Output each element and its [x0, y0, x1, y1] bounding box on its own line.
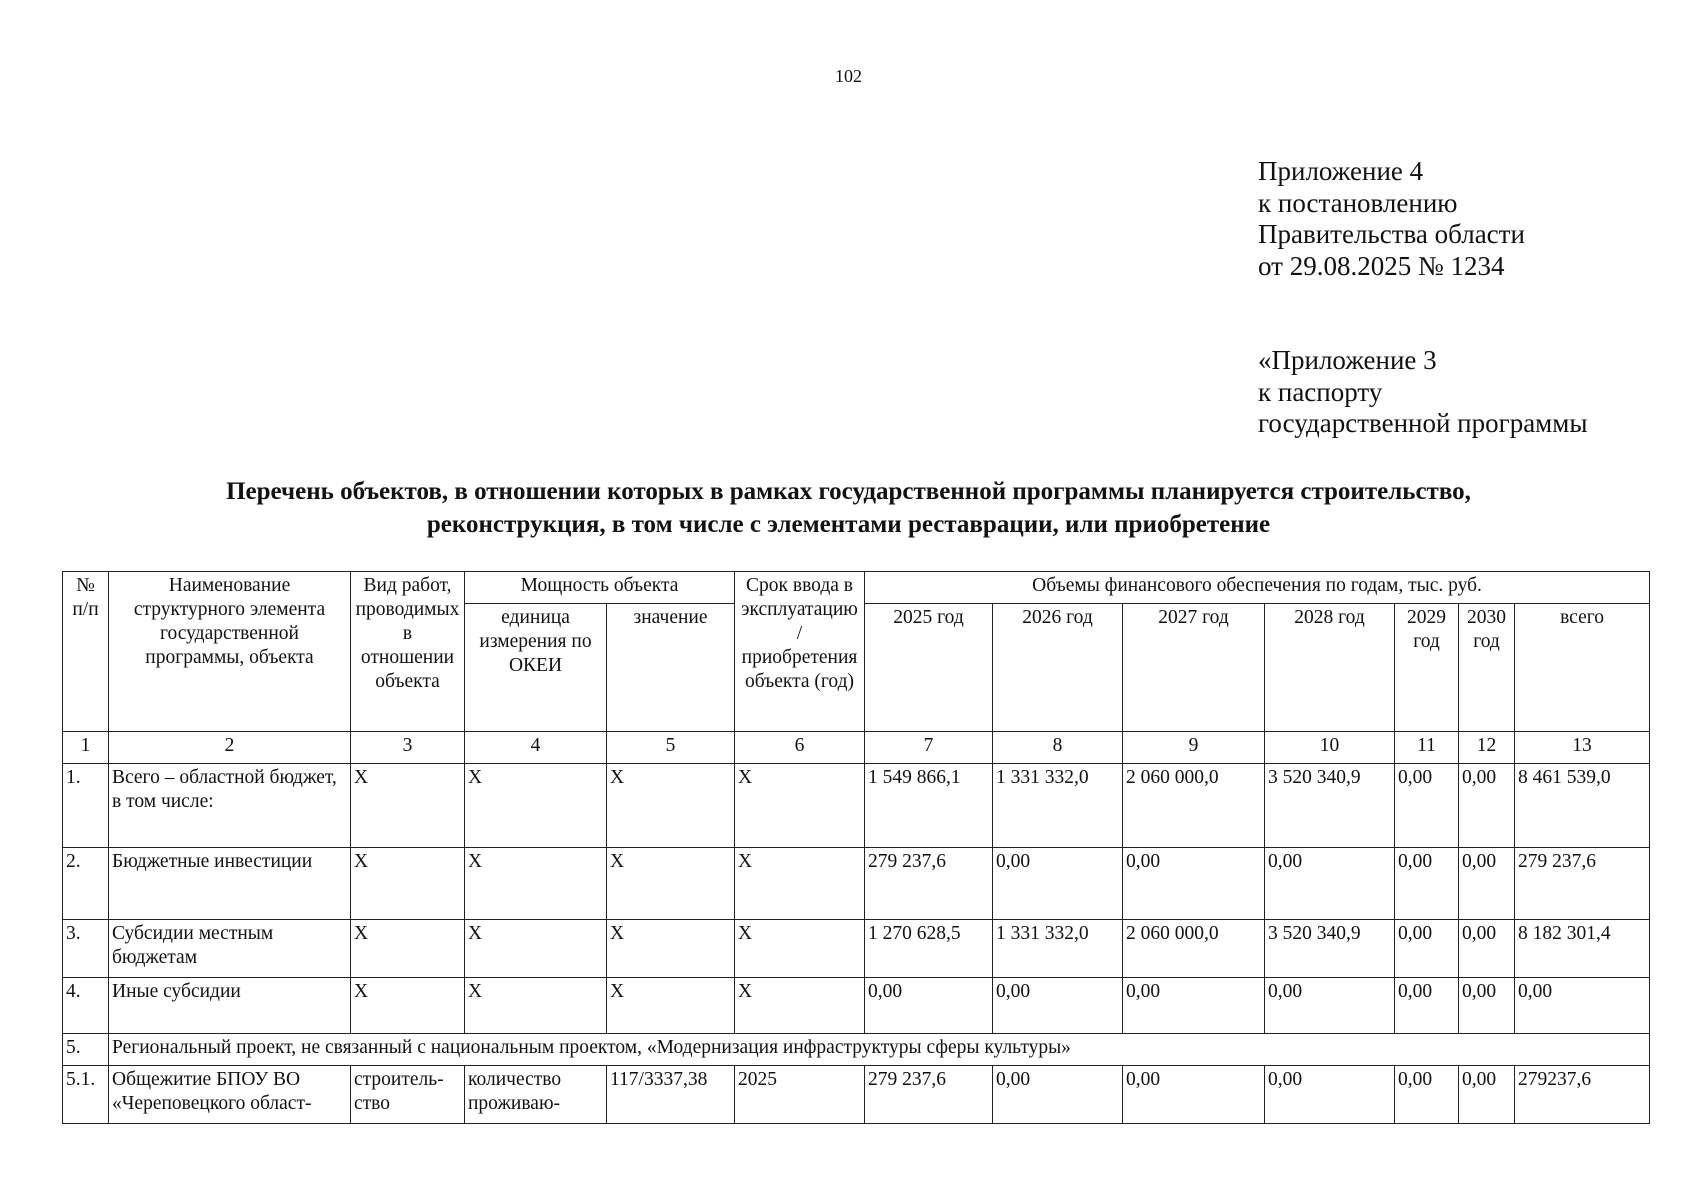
header-value: значение [607, 604, 735, 732]
header-capacity: Мощность объекта [465, 572, 735, 604]
column-number: 13 [1515, 732, 1650, 764]
table-cell: 4. [63, 978, 109, 1034]
table-cell: 3 520 340,9 [1265, 764, 1395, 848]
table-cell: 279 237,6 [865, 848, 993, 920]
table-cell: количество проживаю- [465, 1066, 607, 1124]
table-cell: X [465, 764, 607, 848]
appendix-line: к паспорту [1258, 376, 1383, 407]
table-cell: X [735, 848, 865, 920]
table-cell: 1. [63, 764, 109, 848]
title-line: реконструкция, в том числе с элементами реставрации, или приобретение [426, 511, 1271, 538]
header-work-type: Вид работ, проводимых в отношении объекта [351, 572, 465, 732]
table-row [63, 848, 1650, 920]
table-cell: 0,00 [993, 1066, 1123, 1124]
table-cell: 3 520 340,9 [1265, 920, 1395, 978]
header-year: 2030 год [1459, 604, 1515, 732]
header-unit: единица измерения по ОКЕИ [465, 604, 607, 732]
table-cell: 0,00 [1265, 1066, 1395, 1124]
table-cell: 279 237,6 [865, 1066, 993, 1124]
table-cell: Всего – областной бюджет, в том числе: [109, 764, 351, 848]
column-number: 1 [63, 732, 109, 764]
table-cell: 3. [63, 920, 109, 978]
column-number: 10 [1265, 732, 1395, 764]
appendix-line: «Приложение 3 [1258, 345, 1437, 375]
header-year: 2028 год [1265, 604, 1395, 732]
appendix-line: от 29.08.2025 № 1234 [1258, 250, 1505, 281]
column-number: 7 [865, 732, 993, 764]
table-cell: X [351, 764, 465, 848]
table-cell: 1 331 332,0 [993, 920, 1123, 978]
table-row [63, 764, 1650, 848]
column-number: 8 [993, 732, 1123, 764]
column-number-row [63, 732, 1650, 764]
table-cell: 0,00 [1395, 848, 1459, 920]
table-cell: 0,00 [865, 978, 993, 1034]
table-cell: 0,00 [993, 848, 1123, 920]
column-number: 11 [1395, 732, 1459, 764]
column-number: 3 [351, 732, 465, 764]
table-cell: X [465, 920, 607, 978]
table-cell: 5. [63, 1034, 109, 1066]
section-title: Региональный проект, не связанный с национальным проектом, «Модернизация инфраструктуры сферы культуры» [109, 1034, 1650, 1066]
table-cell: 8 182 301,4 [1515, 920, 1650, 978]
table-cell: 0,00 [1123, 1066, 1265, 1124]
table-cell: X [607, 920, 735, 978]
table-cell: X [351, 920, 465, 978]
header-total: всего [1515, 604, 1650, 732]
table-cell: 279 237,6 [1515, 848, 1650, 920]
table-cell: Общежитие БПОУ ВО «Череповецкого област- [109, 1066, 351, 1124]
table-cell: Иные субсидии [109, 978, 351, 1034]
header-deadline: Срок ввода в эксплуатацию / приобретения объекта (год) [735, 572, 865, 732]
table-cell: 2025 [735, 1066, 865, 1124]
table-cell: X [607, 764, 735, 848]
table-cell: 279237,6 [1515, 1066, 1650, 1124]
table-cell: X [735, 920, 865, 978]
table-row [63, 1066, 1650, 1124]
table-cell: X [607, 848, 735, 920]
table-cell: 0,00 [1395, 978, 1459, 1034]
table-cell: X [607, 978, 735, 1034]
appendix-line: Приложение 4 [1258, 156, 1424, 186]
objects-table [62, 571, 1650, 1124]
header-year: 2029 год [1395, 604, 1459, 732]
appendix-line: к постановлению [1258, 187, 1458, 218]
table-cell: Субсидии местным бюджетам [109, 920, 351, 978]
table-cell: X [735, 978, 865, 1034]
table-cell: Бюджетные инвестиции [109, 848, 351, 920]
table-cell: 0,00 [1123, 848, 1265, 920]
table-cell: 0,00 [1123, 978, 1265, 1034]
table-row [63, 978, 1650, 1034]
table-cell: 0,00 [1395, 764, 1459, 848]
column-number: 6 [735, 732, 865, 764]
table-row [63, 920, 1650, 978]
table-cell: 0,00 [1459, 978, 1515, 1034]
appendix-line: государственной программы [1258, 408, 1588, 438]
table-cell: 0,00 [1395, 920, 1459, 978]
header-no: № п/п [63, 572, 109, 732]
table-cell: 0,00 [1459, 920, 1515, 978]
document-title [60, 475, 1637, 541]
header-year: 2027 год [1123, 604, 1265, 732]
table-cell: 0,00 [1395, 1066, 1459, 1124]
table-cell: 1 331 332,0 [993, 764, 1123, 848]
table-cell: 1 549 866,1 [865, 764, 993, 848]
table-cell: 117/3337,38 [607, 1066, 735, 1124]
table-cell: 0,00 [1515, 978, 1650, 1034]
header-year: 2026 год [993, 604, 1123, 732]
header-name: Наименование структурного элемента государственной программы, объекта [109, 572, 351, 732]
table-cell: 2 060 000,0 [1123, 764, 1265, 848]
column-number: 12 [1459, 732, 1515, 764]
page-number: 102 [835, 66, 862, 86]
table-cell: X [465, 848, 607, 920]
table-cell: 0,00 [993, 978, 1123, 1034]
table-cell: 0,00 [1459, 764, 1515, 848]
table-cell: строитель-ство [351, 1066, 465, 1124]
column-number: 5 [607, 732, 735, 764]
header-finance: Объемы финансового обеспечения по годам, тыс. руб. [865, 572, 1650, 604]
appendix-3-reference [1258, 345, 1588, 440]
section-row [63, 1034, 1650, 1066]
title-line: Перечень объектов, в отношении которых в рамках государственной программы планируется строительство, [226, 478, 1471, 505]
table-cell: 0,00 [1459, 848, 1515, 920]
column-number: 4 [465, 732, 607, 764]
appendix-line: Правительства области [1258, 219, 1525, 249]
table-cell: 0,00 [1265, 848, 1395, 920]
table-cell: 0,00 [1265, 978, 1395, 1034]
table-cell: 1 270 628,5 [865, 920, 993, 978]
appendix-4-reference [1258, 156, 1525, 282]
table-cell: 8 461 539,0 [1515, 764, 1650, 848]
column-number: 9 [1123, 732, 1265, 764]
column-number: 2 [109, 732, 351, 764]
header-year: 2025 год [865, 604, 993, 732]
table-cell: 0,00 [1459, 1066, 1515, 1124]
table-cell: 2. [63, 848, 109, 920]
table-cell: X [351, 848, 465, 920]
table-cell: X [735, 764, 865, 848]
table-cell: 5.1. [63, 1066, 109, 1124]
table-cell: X [351, 978, 465, 1034]
table-cell: X [465, 978, 607, 1034]
table-cell: 2 060 000,0 [1123, 920, 1265, 978]
